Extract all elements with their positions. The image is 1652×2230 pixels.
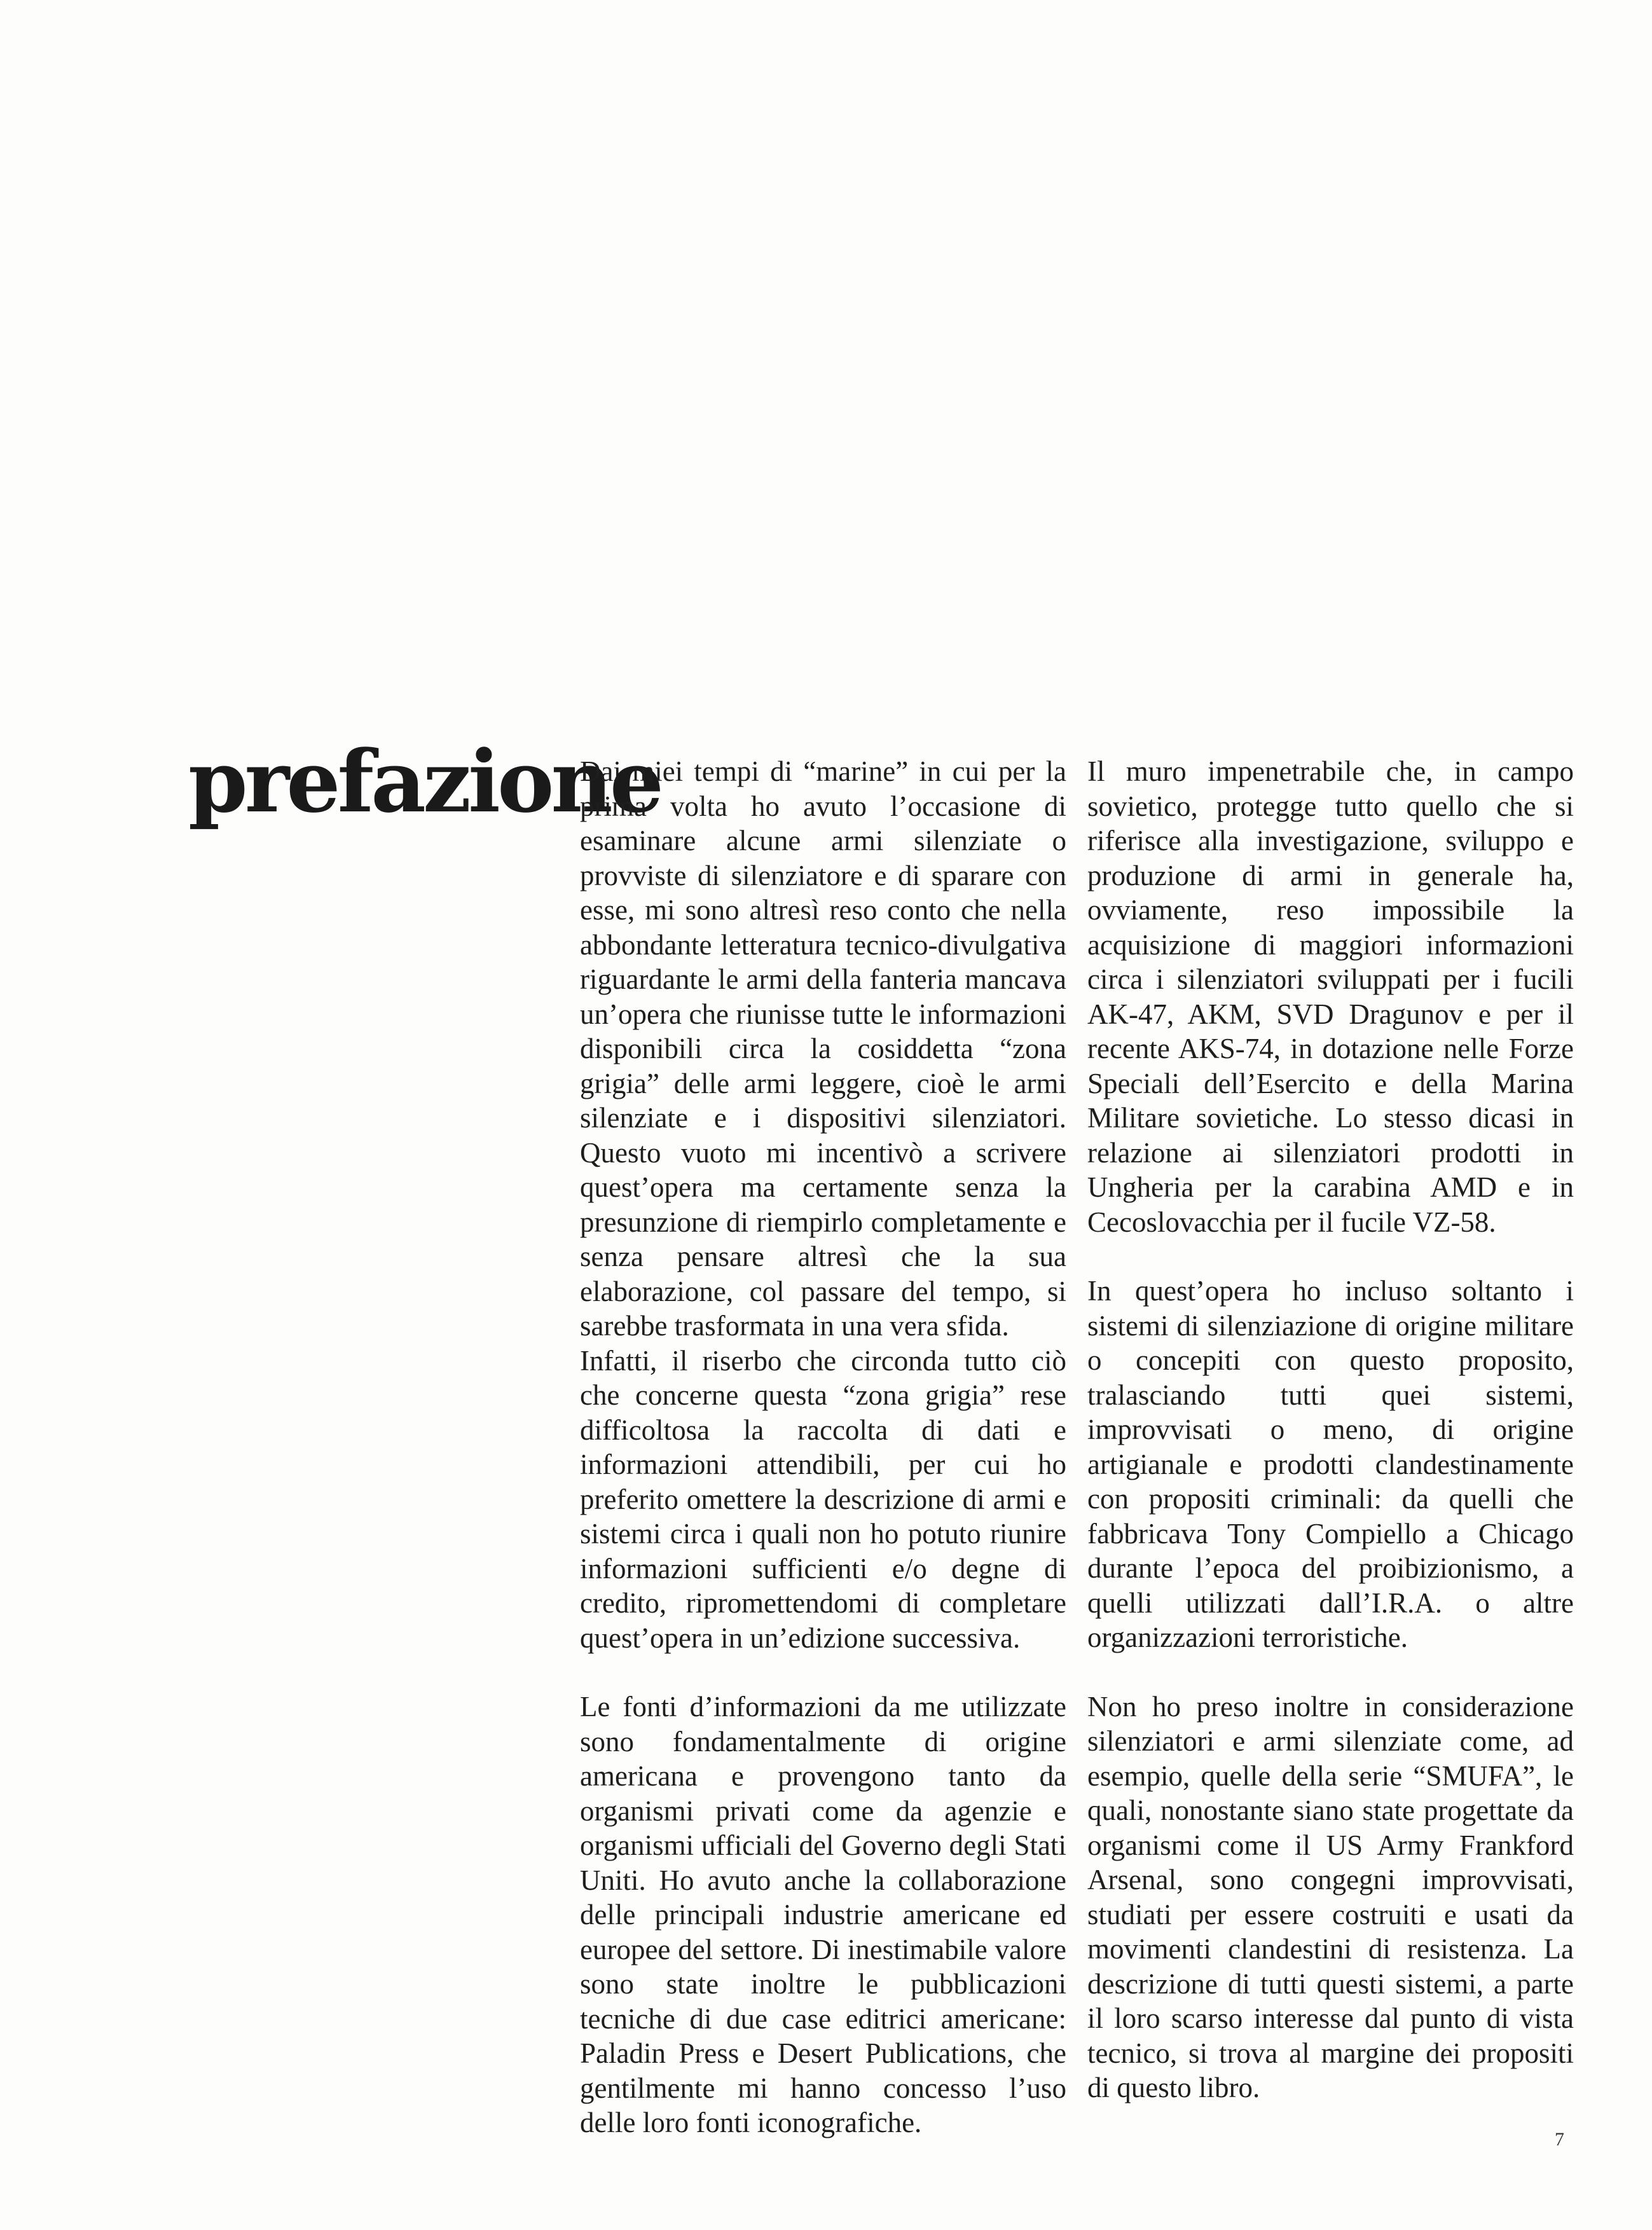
paragraph-grey-zone-secrecy: Infatti, il riserbo che circonda tutto ciò che concerne questa “zona grigia” rese difficoltosa la raccolta di dati e informazioni attendibili, per cui ho preferito omettere la descrizione di armi e sistemi circa i quali non ho potuto riunire informazioni sufficienti e/o degne di credito, ripromettendomi di completare quest’opera in un’edizione successiva. xyxy=(580,1344,1066,1654)
paragraph-military-scope: In quest’opera ho incluso soltanto i sistemi di silenziazione di origine militare o concepiti con questo proposito, tralasciando tutti quei sistemi, improvvisati o meno, di origine artigianale e prodotti clandestinamente con propositi criminali: da quelli che fabbricava Tony Compiello a Chicago durante l’epoca del proibizionismo, a quelli utilizzati dall’I.R.A. o altre organizzazioni terroristiche. xyxy=(1087,1275,1574,1653)
paragraph-information-sources: Le fonti d’informazioni da me utilizzate sono fondamentalmente di origine americana e provengono tanto da organismi privati come da agenzie e organismi ufficiali del Governo degli Stati Uniti. Ho avuto anche la collaborazione delle principali industrie americane ed europee del settore. Di inestimabile valore sono state inoltre le pubblicazioni tecniche di due case editrici americane: Paladin Press e Desert Publications, che gentilmente mi hanno concesso l’uso delle loro fonti iconografiche. xyxy=(580,1691,1066,2138)
text-column-left xyxy=(580,754,1066,2140)
paragraph-marine-experience: Dai miei tempi di “marine” in cui per la prima volta ho avuto l’occasione di esaminare alcune armi silenziate o provviste di silenziatore e di sparare con esse, mi sono altresì reso conto che nella abbondante letteratura tecnico-divulgativa riguardante le armi della fanteria mancava un’opera che riunisse tutte le informazioni disponibili circa la cosiddetta “zona grigia” delle armi leggere, cioè le armi silenziate e i dispositivi silenziatori. Questo vuoto mi incentivò a scrivere quest’opera ma certamente senza la presunzione di riempirlo completamente e senza pensare altresì che la sua elaborazione, col passare del tempo, si sarebbe trasformata in una vera sfida. xyxy=(580,755,1066,1342)
text-column-right xyxy=(1087,754,1574,2105)
page-number: 7 xyxy=(1555,2129,1564,2150)
paragraph-soviet-silencers: Il muro impenetrabile che, in campo sovietico, protegge tutto quello che si riferisce alla investigazione, sviluppo e produzione di armi in generale ha, ovviamente, reso impossibile la acquisizione di maggiori informazioni circa i silenziatori sviluppati per i fucili AK-47, AKM, SVD Dragunov e per il recente AKS-74, in dotazione nelle Forze Speciali dell’Esercito e della Marina Militare sovietiche. Lo stesso dicasi in relazione ai silenziatori prodotti in Ungheria per la carabina AMD e in Cecoslovacchia per il fucile VZ-58. xyxy=(1087,755,1574,1238)
page-title: prefazione xyxy=(188,731,661,832)
paragraph-smufa-exclusion: Non ho preso inoltre in considerazione silenziatori e armi silenziate come, ad esempio, quelle della serie “SMUFA”, le quali, nonostante siano state progettate da organismi come il US Army Frankford Arsenal, sono congegni improvvisati, studiati per essere costruiti e usati da movimenti clandestini di resistenza. La descrizione di tutti questi sistemi, a parte il loro scarso interesse dal punto di vista tecnico, si trova al margine dei propositi di questo libro. xyxy=(1087,1690,1574,2103)
